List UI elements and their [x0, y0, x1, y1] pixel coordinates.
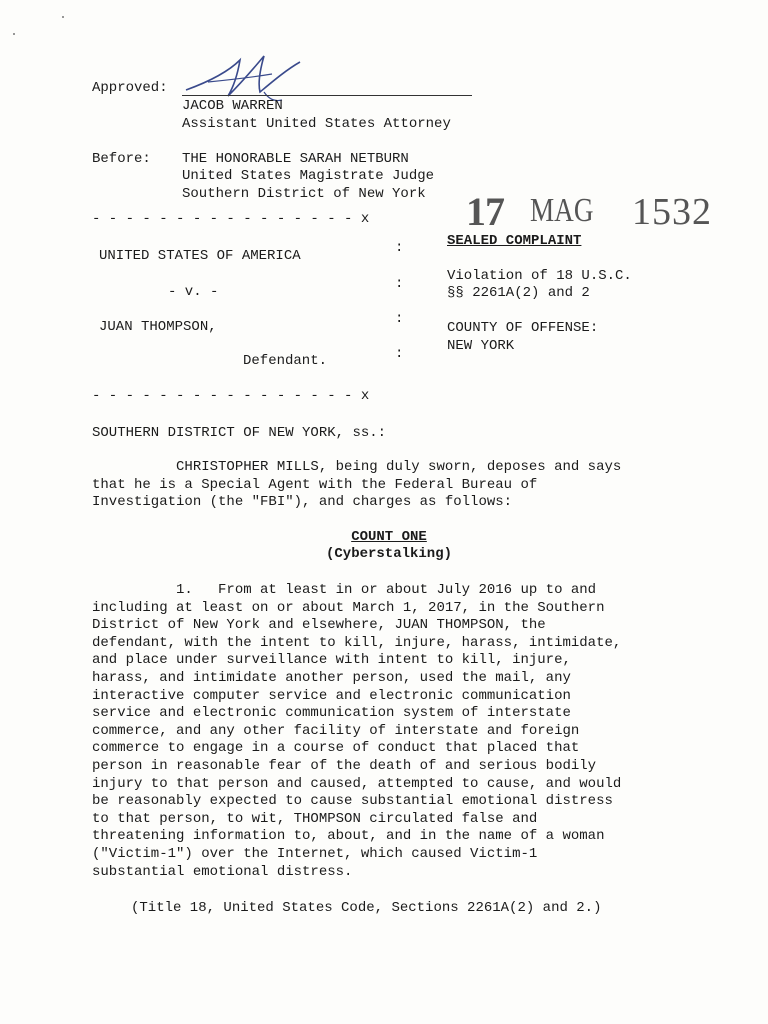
caption-colon: : [395, 346, 404, 362]
scan-speck [62, 16, 64, 18]
docket-stamp-year: 17 [466, 189, 504, 234]
count-subheading: (Cyberstalking) [325, 546, 453, 562]
attorney-title: Assistant United States Attorney [182, 116, 451, 132]
judge-line-3: Southern District of New York [182, 186, 426, 202]
judge-line-2: United States Magistrate Judge [182, 168, 435, 184]
violation-line-1: Violation of 18 U.S.C. [447, 268, 632, 284]
scan-speck [13, 33, 15, 35]
defendant-name: JUAN THOMPSON, [99, 319, 217, 335]
plaintiff-name: UNITED STATES OF AMERICA [99, 248, 301, 264]
docket-stamp-type: MAG [530, 192, 594, 229]
statute-citation: (Title 18, United States Code, Sections 2261A(2) and 2.) [131, 900, 602, 916]
caption-divider-bottom: - - - - - - - - - - - - - - - - x [92, 388, 370, 404]
caption-colon: : [395, 240, 404, 256]
caption-colon: : [395, 311, 404, 327]
intro-paragraph: CHRISTOPHER MILLS, being duly sworn, deposes and says that he is a Special Agent with the Federal Bureau of Investigation (the "FBI"), and charges as follows: [92, 459, 622, 511]
county-line-1: COUNTY OF OFFENSE: [447, 320, 599, 336]
violation-line-2: §§ 2261A(2) and 2 [447, 285, 590, 301]
docket-stamp-number: 1532 [632, 191, 712, 233]
district-line: SOUTHERN DISTRICT OF NEW YORK, ss.: [92, 425, 387, 441]
before-label: Before: [92, 151, 151, 167]
approved-label: Approved: [92, 80, 168, 96]
paragraph-1: 1. From at least in or about July 2016 up to and including at least on or about March 1, 2017, in the Southern District of New York and elsewhere, JUAN THOMPSON, the defendant, with the intent to kill, injure, harass, intimidate, and place under surveillance with intent to kill, injure, harass, and intimidate another person, used the mail, any interactive computer service and electronic communication service and electronic communication system of interstate commerce, and any other facility of interstate and foreign commerce to engage in a course of conduct that placed that person in reasonable fear of the death of and serious bodily injury to that person and caused, attempted to cause, and would be reasonably expected to cause substantial emotional distress to that person, to wit, THOMPSON circulated false and threatening information to, about, and in the name of a woman ("Victim-1") over the Internet, which caused Victim-1 substantial emotional distress. [92, 582, 622, 880]
county-line-2: NEW YORK [447, 338, 515, 354]
versus-label: - v. - [168, 284, 219, 300]
caption-divider-top: - - - - - - - - - - - - - - - - x [92, 211, 370, 227]
attorney-name: JACOB WARREN [182, 98, 283, 114]
count-heading: COUNT ONE [351, 529, 427, 545]
signature-line [182, 95, 472, 96]
sealed-complaint-title: SEALED COMPLAINT [447, 233, 582, 249]
judge-line-1: THE HONORABLE SARAH NETBURN [182, 151, 409, 167]
caption-colon: : [395, 276, 404, 292]
defendant-label: Defendant. [243, 353, 328, 369]
